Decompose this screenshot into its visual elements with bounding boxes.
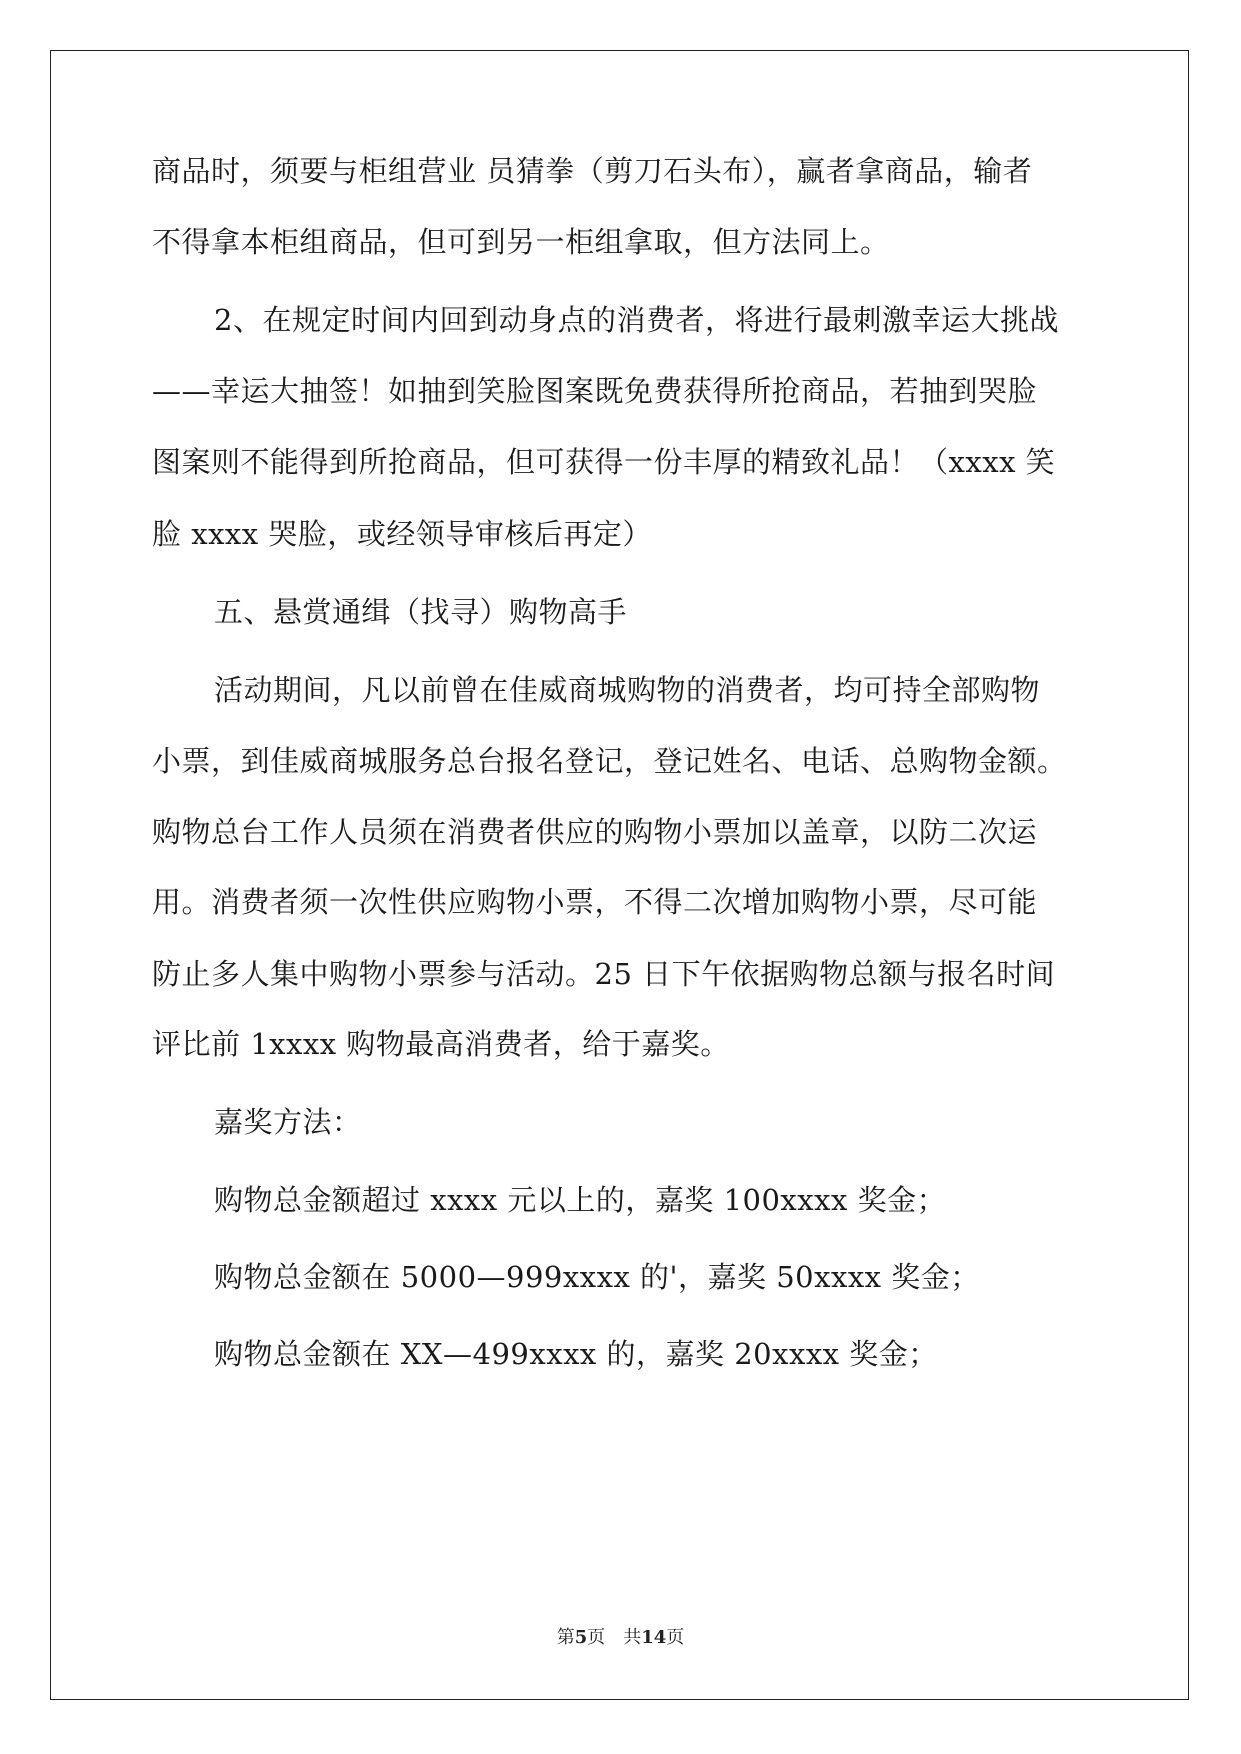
- page-border: [50, 50, 1189, 1700]
- paragraph-line: 脸 xxxx 哭脸，或经领导审核后再定）: [152, 517, 652, 551]
- paragraph-line: 不得拿本柜组商品，但可到另一柜组拿取，但方法同上。: [152, 225, 890, 259]
- paragraph-line: 用。消费者须一次性供应购物小票，不得二次增加购物小票，尽可能: [152, 885, 1038, 919]
- page-number-footer: [0, 1626, 1241, 1650]
- paragraph-line: 嘉奖方法：: [214, 1105, 362, 1139]
- paragraph-line: 小票，到佳威商城服务总台报名登记，登记姓名、电话、总购物金额。: [152, 744, 1067, 778]
- paragraph-line: 2、在规定时间内回到动身点的消费者，将进行最刺激幸运大挑战: [214, 303, 1059, 337]
- footer-mid: 页 共: [587, 1627, 642, 1648]
- award-item: 购物总金额在 5000—999xxxx 的'，嘉奖 50xxxx 奖金；: [214, 1260, 980, 1294]
- total-page-number: 14: [641, 1627, 667, 1648]
- footer-prefix: 第: [556, 1627, 575, 1648]
- paragraph-line: ——幸运大抽签！如抽到笑脸图案既免费获得所抢商品，若抽到哭脸: [152, 374, 1038, 408]
- award-item: 购物总金额在 XX—499xxxx 的，嘉奖 20xxxx 奖金；: [214, 1337, 938, 1371]
- paragraph-line: 评比前 1xxxx 购物最高消费者，给于嘉奖。: [152, 1027, 730, 1061]
- paragraph-line: 购物总台工作人员须在消费者供应的购物小票加以盖章，以防二次运: [152, 815, 1038, 849]
- paragraph-line: 防止多人集中购物小票参与活动。25 日下午依据购物总额与报名时间: [152, 957, 1056, 991]
- paragraph-line: 活动期间，凡以前曾在佳威商城购物的消费者，均可持全部购物: [214, 673, 1041, 707]
- footer-suffix: 页: [666, 1627, 685, 1648]
- paragraph-line: 图案则不能得到所抢商品，但可获得一份丰厚的精致礼品！（xxxx 笑: [152, 445, 1056, 479]
- paragraph-line: 商品时，须要与柜组营业 员猜拳（剪刀石头布），赢者拿商品，输者: [152, 154, 1033, 188]
- section-heading: 五、悬赏通缉（找寻）购物高手: [214, 595, 628, 629]
- current-page-number: 5: [574, 1627, 588, 1648]
- award-item: 购物总金额超过 xxxx 元以上的，嘉奖 100xxxx 奖金；: [214, 1183, 947, 1217]
